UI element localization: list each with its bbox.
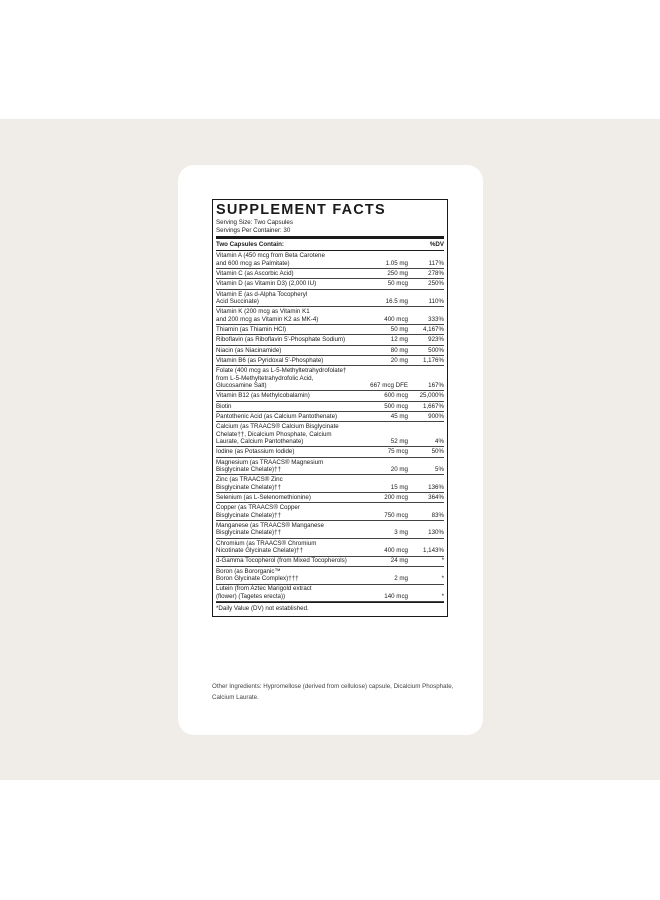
panel-title: SUPPLEMENT FACTS bbox=[216, 202, 386, 218]
nutrient-dv: 364% bbox=[428, 494, 444, 501]
nutrient-amount: 16.5 mg bbox=[385, 298, 408, 305]
nutrient-amount: 400 mcg bbox=[384, 315, 408, 323]
nutrient-amount: 1.05 mg bbox=[385, 259, 408, 267]
table-header bbox=[216, 239, 444, 251]
nutrient-dv: * bbox=[441, 557, 444, 565]
table-row bbox=[216, 366, 444, 391]
nutrient-name: Vitamin K (200 mcg as Vitamin K1 and 200 mcg as Vitamin K2 as MK-4) bbox=[216, 308, 319, 323]
nutrient-name: Magnesium (as TRAACS® Magnesium Bisglycinate Chelate)†† bbox=[216, 458, 324, 473]
nutrient-dv: * bbox=[441, 592, 444, 600]
table-row bbox=[216, 585, 444, 603]
nutrient-dv: 110% bbox=[428, 298, 444, 305]
nutrient-amount: 75 mcg bbox=[387, 448, 408, 456]
nutrient-amount: 200 mcg bbox=[384, 494, 408, 501]
nutrient-name: Folate (400 mcg as L-5-Methyltetrahydrofolate† from L-5-Methyltetrahydrofolic Acid, Glucosamine Salt) bbox=[216, 367, 347, 389]
nutrient-name: Pantothenic Acid (as Calcium Pantothenate) bbox=[216, 412, 338, 420]
nutrient-name: Vitamin D (as Vitamin D3) (2,000 IU) bbox=[216, 280, 317, 288]
nutrient-name: Thiamin (as Thiamin HCl) bbox=[216, 326, 287, 333]
table-row bbox=[216, 539, 444, 557]
table-row bbox=[216, 290, 444, 308]
nutrient-amount: 24 mg bbox=[390, 557, 408, 565]
nutrient-name: Iodine (as Potassium Iodide) bbox=[216, 448, 295, 456]
table-row bbox=[216, 335, 444, 345]
table-row bbox=[216, 503, 444, 521]
table-row bbox=[216, 402, 444, 412]
table-row bbox=[216, 458, 444, 476]
table-row bbox=[216, 521, 444, 539]
nutrient-dv: 500% bbox=[428, 346, 444, 354]
table-row bbox=[216, 346, 444, 356]
nutrient-dv: 278% bbox=[428, 270, 444, 277]
header-name: Two Capsules Contain: bbox=[216, 241, 284, 248]
nutrient-amount: 20 mg bbox=[390, 356, 408, 364]
table-row bbox=[216, 269, 444, 279]
nutrient-dv: 4,167% bbox=[423, 326, 444, 333]
nutrient-dv: 136% bbox=[428, 483, 444, 491]
nutrient-name: Copper (as TRAACS® Copper Bisglycinate Chelate)†† bbox=[216, 504, 300, 519]
nutrient-dv: 250% bbox=[428, 280, 444, 288]
nutrient-name: Zinc (as TRAACS® Zinc Bisglycinate Chelate)†† bbox=[216, 476, 283, 491]
nutrient-name: Calcium (as TRAACS® Calcium Bisglycinate Chelate††, Dicalcium Phosphate, Calcium Laurate, Calcium Pantothenate) bbox=[216, 423, 339, 445]
nutrient-amount: 3 mg bbox=[394, 529, 408, 537]
nutrient-amount: 15 mg bbox=[390, 483, 408, 491]
supplement-facts-panel bbox=[212, 199, 448, 617]
nutrient-dv: 117% bbox=[428, 259, 444, 267]
nutrient-dv: 1,176% bbox=[423, 356, 444, 364]
nutrient-name: Chromium (as TRAACS® Chromium Nicotinate Glycinate Chelate)†† bbox=[216, 539, 317, 555]
nutrient-amount: 250 mg bbox=[387, 270, 408, 277]
nutrient-name: Manganese (as TRAACS® Manganese Bisglycinate Chelate)†† bbox=[216, 522, 324, 537]
nutrient-dv: 1,143% bbox=[423, 547, 444, 555]
header-dv: %DV bbox=[429, 241, 444, 248]
nutrient-amount: 2 mg bbox=[394, 575, 408, 583]
nutrient-name: Riboflavin (as Riboflavin 5'-Phosphate Sodium) bbox=[216, 336, 346, 344]
nutrient-amount: 140 mcg bbox=[384, 592, 408, 600]
footnote: *Daily Value (DV) not established. bbox=[216, 605, 309, 613]
table-row bbox=[216, 325, 444, 335]
nutrient-dv: 900% bbox=[428, 412, 444, 420]
nutrient-dv: 83% bbox=[431, 511, 444, 519]
nutrient-dv: 167% bbox=[428, 382, 444, 389]
table-row bbox=[216, 422, 444, 447]
nutrient-name: Vitamin C (as Ascorbic Acid) bbox=[216, 270, 294, 277]
table-row bbox=[216, 391, 444, 401]
nutrient-name: Vitamin E (as d-Alpha Tocopheryl Acid Succinate) bbox=[216, 290, 308, 305]
nutrient-rows bbox=[216, 251, 444, 602]
nutrient-amount: 45 mg bbox=[390, 412, 408, 420]
nutrient-dv: 923% bbox=[428, 336, 444, 344]
nutrient-dv: 25,000% bbox=[419, 392, 444, 400]
nutrient-dv: 1,667% bbox=[423, 402, 444, 410]
nutrient-name: Biotin bbox=[216, 402, 232, 410]
table-row bbox=[216, 493, 444, 503]
nutrient-name: Vitamin B6 (as Pyridoxal 5'-Phosphate) bbox=[216, 356, 324, 364]
nutrient-amount: 667 mcg DFE bbox=[370, 382, 408, 389]
other-ingredients: Other Ingredients: Hypromellose (derived from cellulose) capsule, Dicalcium Phosphate, Calcium Laurate. bbox=[212, 683, 454, 701]
nutrient-amount: 500 mcg bbox=[384, 402, 408, 410]
nutrient-name: Boron (as Bororganic™ Boron Glycinate Complex)††† bbox=[216, 567, 299, 583]
nutrient-amount: 12 mg bbox=[390, 336, 408, 344]
nutrient-amount: 20 mg bbox=[390, 466, 408, 473]
nutrient-name: Vitamin B12 (as Methylcobalamin) bbox=[216, 392, 310, 400]
table-row bbox=[216, 447, 444, 457]
nutrient-dv: 4% bbox=[435, 438, 444, 445]
table-row bbox=[216, 356, 444, 366]
table-row bbox=[216, 567, 444, 585]
table-row bbox=[216, 279, 444, 289]
nutrient-name: Vitamin A (450 mcg from Beta Carotene and 600 mcg as Palmitate) bbox=[216, 252, 325, 267]
nutrient-name: Selenium (as L-Selenomethionine) bbox=[216, 494, 311, 501]
nutrient-amount: 50 mg bbox=[390, 326, 408, 333]
nutrient-dv: * bbox=[441, 575, 444, 583]
table-row bbox=[216, 475, 444, 493]
nutrient-amount: 750 mcg bbox=[384, 511, 408, 519]
nutrient-amount: 80 mg bbox=[390, 346, 408, 354]
table-row bbox=[216, 412, 444, 422]
nutrient-dv: 5% bbox=[435, 466, 444, 473]
serving-size: Serving Size: Two Capsules bbox=[216, 219, 293, 226]
nutrient-dv: 130% bbox=[428, 529, 444, 537]
nutrient-name: Lutein (from Aztec Marigold extract (flower) (Tagetes erecta)) bbox=[216, 585, 312, 600]
nutrient-dv: 333% bbox=[428, 315, 444, 323]
nutrient-amount: 52 mg bbox=[390, 438, 408, 445]
nutrient-amount: 50 mcg bbox=[387, 280, 408, 288]
nutrient-name: d-Gamma Tocopherol (from Mixed Tocopherols) bbox=[216, 557, 347, 565]
nutrient-name: Niacin (as Niacinamide) bbox=[216, 346, 282, 354]
table-row bbox=[216, 307, 444, 325]
table-row bbox=[216, 251, 444, 269]
nutrient-amount: 600 mcg bbox=[384, 392, 408, 400]
table-row bbox=[216, 557, 444, 567]
nutrient-amount: 400 mcg bbox=[384, 547, 408, 555]
servings-per-container: Servings Per Container: 30 bbox=[216, 226, 291, 234]
nutrient-dv: 50% bbox=[431, 448, 444, 456]
